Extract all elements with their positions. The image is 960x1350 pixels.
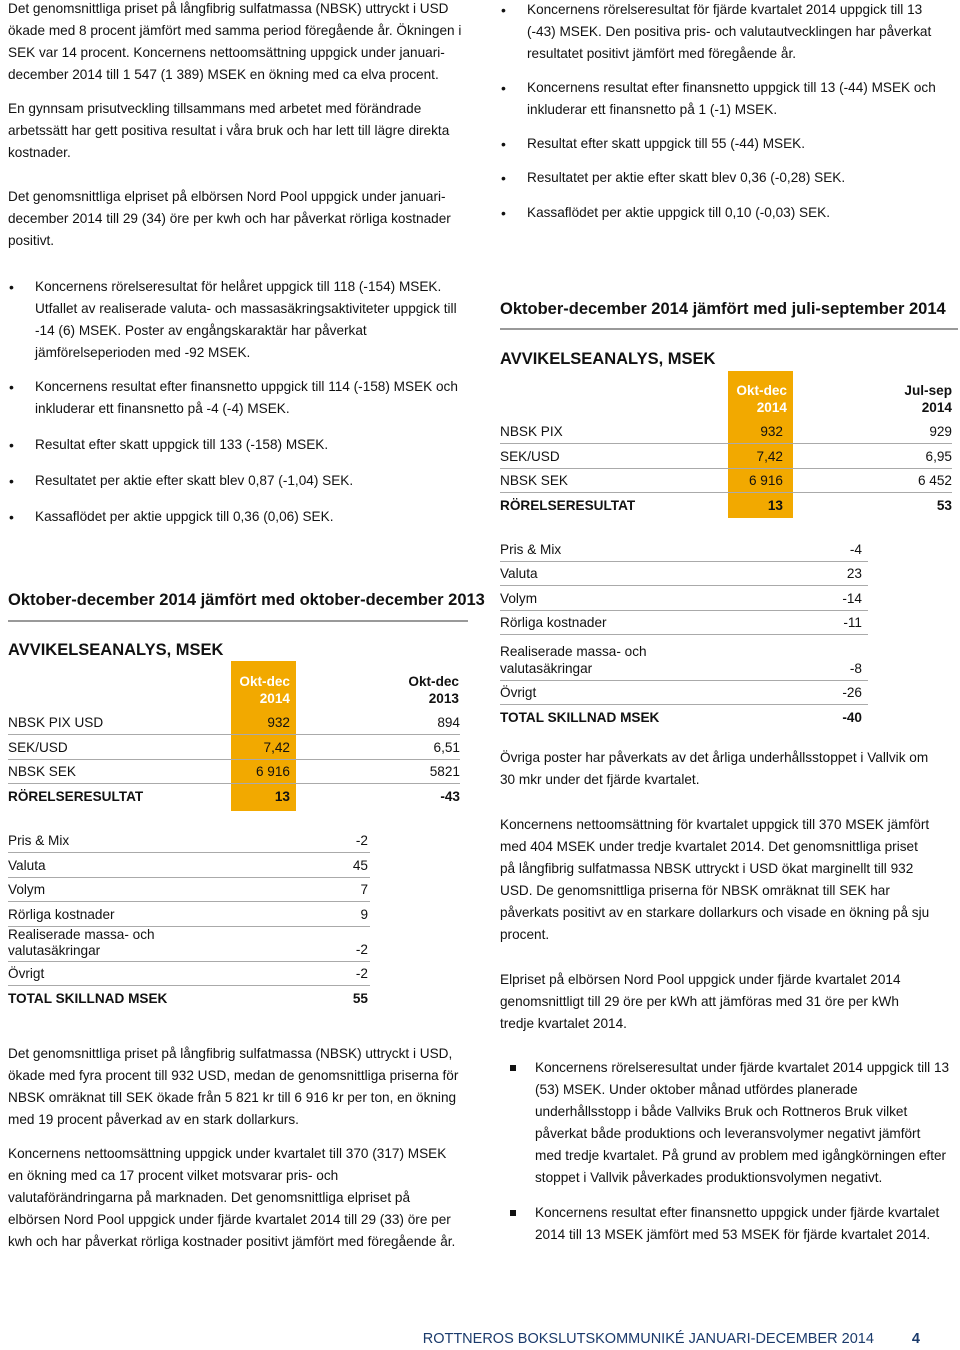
square-bullet-icon: [510, 1210, 516, 1216]
row-value: 53: [936, 498, 952, 513]
row-label: Övrigt: [8, 966, 45, 981]
list-item: • Resultatet per aktie efter skatt blev 0,87 (-1,04) SEK.: [8, 470, 468, 492]
list-item: • Resultatet per aktie efter skatt blev 0,36 (-0,28) SEK.: [500, 167, 950, 189]
row-value: 7,42: [263, 740, 290, 755]
list-item: • Koncernens rörelseresultat för helåret uppgick till 118 (-154) MSEK. Utfallet av realiserade valuta- och massasäkringsaktiviteter uppgick till -14 (6) MSEK. Poster av engångskaraktär har påverkat jämförelseperioden med -92 MSEK.: [8, 276, 468, 364]
row-value: 6 916: [255, 764, 290, 779]
row-value: -2: [355, 833, 368, 848]
bullet-icon: •: [9, 473, 14, 489]
row-value: 894: [437, 715, 460, 730]
row-value: 13: [767, 498, 783, 513]
bullet-icon: •: [501, 205, 506, 221]
column-header: Jul-sep 2014: [904, 383, 952, 415]
table-row: [8, 736, 460, 760]
row-value: 6 452: [917, 473, 952, 488]
table-row: [8, 926, 370, 962]
row-value: -14: [842, 591, 862, 606]
row-label: Pris & Mix: [500, 542, 562, 557]
row-label: Volym: [500, 591, 538, 606]
row-label: Rörliga kostnader: [500, 615, 607, 630]
bullet-icon: •: [501, 136, 506, 152]
row-value: -2: [355, 966, 368, 981]
page-number: 4: [911, 1331, 920, 1347]
row-value: 5821: [429, 764, 460, 779]
row-divider: [8, 852, 370, 853]
footer-title: ROTTNEROS BOKSLUTSKOMMUNIKÉ JANUARI-DECEMBER 2014: [422, 1331, 874, 1347]
row-value: 7: [360, 882, 368, 897]
row-divider: [8, 985, 370, 986]
row-label: NBSK PIX: [500, 424, 563, 439]
square-bullet-icon: [510, 1065, 516, 1071]
bullet-icon: •: [501, 80, 506, 96]
bullet-icon: •: [9, 379, 14, 395]
list-item: • Koncernens rörelseresultat för fjärde kvartalet 2014 uppgick till 13 (-43) MSEK. Den positiva pris- och valutautvecklingen har påverkat resultatet positivt jämfört med föregående år.: [500, 0, 950, 65]
row-divider: [8, 783, 460, 784]
intro-paragraph-2: En gynnsam prisutveckling tillsammans med arbetet med förändrade arbetssätt har gett positiva resultat i våra bruk och har lett till lägre direkta kostnader.: [8, 101, 450, 160]
column-header: Okt-dec 2014: [736, 383, 787, 415]
sales-paragraph: Koncernens nettoomsättning uppgick under kvartalet till 370 (317) MSEK en ökning med ca 17 procent vilket motsvarar pris- och valutaförändringarna på marknaden. Det genomsnittliga elpriset på elbörsen Nord Pool uppgick under fjärde kvartalet 2014 till 29 (33) öre per kwh och har påverkat rörliga kostnader positivt jämfört med föregående år.: [8, 1146, 456, 1249]
row-label: Volym: [8, 882, 46, 897]
bullet-icon: •: [501, 170, 506, 186]
bullet-icon: •: [9, 437, 14, 453]
list-item: • Koncernens resultat efter finansnetto uppgick till 13 (-44) MSEK och inkluderar ett finansnetto på 1 (-1) MSEK.: [500, 77, 950, 121]
table-row: [8, 854, 370, 878]
divider: [500, 328, 958, 330]
divider: [8, 620, 468, 622]
table-row: [500, 643, 868, 681]
row-value: -8: [849, 661, 862, 676]
table-row: [8, 878, 370, 902]
table-row: [500, 587, 868, 611]
table-row: [8, 711, 460, 735]
table-row: [500, 445, 952, 469]
row-label: Realiserade massa- och valutasäkringar: [8, 927, 155, 958]
row-label: TOTAL SKILLNAD MSEK: [8, 991, 168, 1006]
table-row: [8, 962, 370, 986]
quarter-sales-paragraph: Koncernens nettoomsättning för kvartalet uppgick till 370 MSEK jämfört med 404 MSEK under tredje kvartalet 2014. Det genomsnittliga priset på långfibrig sulfatmassa NBSK uttryckt i USD ökat marginellt till 932 USD. De genomsnittliga priserna för NBSK omräknat till SEK har påverkats positivt av en starkare dollarkurs och visade en ökning på sju procent.: [500, 817, 930, 942]
column-header: Okt-dec 2013: [408, 674, 459, 706]
table-row: [8, 785, 460, 809]
quarter-results-bullets: [500, 0, 950, 224]
row-divider: [500, 492, 952, 493]
full-year-results-bullets: [8, 276, 468, 528]
table-row: [500, 562, 868, 586]
quarter-operating-bullets: [508, 1057, 950, 1246]
row-label: Rörliga kostnader: [8, 907, 115, 922]
row-label: Valuta: [500, 566, 538, 581]
row-label: NBSK PIX USD: [8, 715, 104, 730]
row-divider: [500, 704, 868, 705]
table-row: [8, 987, 370, 1011]
table-row: [8, 760, 460, 784]
row-value: 13: [274, 789, 290, 804]
row-value: 23: [846, 566, 862, 581]
row-value: -40: [842, 710, 862, 725]
nbsk-paragraph: Det genomsnittliga priset på långfibrig sulfatmassa (NBSK) uttryckt i USD, ökade med fyra procent till 932 USD, medan de genomsnittliga priserna för NBSK omräknat till SEK ökade från 5 821 kr till 6 916 kr per ton, en ökning med 19 procent påverkad av en stark dollarkurs.: [8, 1046, 459, 1127]
row-value: 45: [352, 858, 368, 873]
maintenance-paragraph: Övriga poster har påverkats av det årliga underhållsstoppet i Vallvik om 30 mkr under det fjärde kvartalet.: [500, 750, 929, 787]
analysis-title-left: AVVIKELSEANALYS, MSEK: [8, 641, 224, 659]
table-row: [500, 706, 868, 730]
row-label: TOTAL SKILLNAD MSEK: [500, 710, 660, 725]
row-divider: [500, 634, 868, 635]
section-title-right: Oktober-december 2014 jämfört med juli-september 2014: [500, 300, 946, 318]
intro-paragraph-1: Det genomsnittliga priset på långfibrig sulfatmassa (NBSK) uttryckt i USD ökade med 8 procent jämfört med samma period föregående år. Ökningen i SEK var 14 procent. Koncernens nettoomsättning uppgick under januari-december 2014 till 1 547 (1 389) MSEK en ökning med ca elva procent.: [8, 1, 462, 82]
row-divider: [500, 585, 868, 586]
row-label: Övrigt: [500, 685, 537, 700]
row-value: 7,42: [756, 449, 783, 464]
row-label: NBSK SEK: [8, 764, 76, 779]
row-divider: [8, 901, 370, 902]
list-item: • Resultat efter skatt uppgick till 55 (-44) MSEK.: [500, 133, 950, 155]
intro-paragraph-3: Det genomsnittliga elpriset på elbörsen Nord Pool uppgick under januari-december 2014 till 29 (34) öre per kwh och har påverkat rörliga kostnader positivt.: [8, 189, 451, 248]
row-value: 55: [352, 991, 368, 1006]
row-value: 929: [929, 424, 952, 439]
table-row: [500, 469, 952, 493]
list-item: • Resultat efter skatt uppgick till 133 (-158) MSEK.: [8, 434, 468, 456]
bullet-icon: •: [9, 279, 14, 295]
row-divider: [8, 734, 460, 735]
row-value: 6,95: [925, 449, 952, 464]
row-value: 6,51: [433, 740, 460, 755]
row-value: -11: [843, 615, 862, 630]
column-header: Okt-dec 2014: [239, 674, 290, 706]
row-value: 6 916: [748, 473, 783, 488]
bullet-icon: •: [9, 509, 14, 525]
list-item: Koncernens rörelseresultat under fjärde kvartalet 2014 uppgick till 13 (53) MSEK. Under oktober månad utfördes planerade underhållsstopp i både Vallviks Bruk och Rottneros Bruk vilket påverkat både produktions och leveransvolymer negativt jämfört med tredje kvartalet. På grund av problem med igångkörningen efter stoppet i Vallvik påverkades produktionsvolymen negativt.: [508, 1057, 950, 1189]
list-item: Koncernens resultat efter finansnetto uppgick under fjärde kvartalet 2014 till 13 MSEK jämfört med 53 MSEK för fjärde kvartalet 2014.: [508, 1202, 950, 1246]
table-row: [8, 829, 370, 853]
table-row: [500, 494, 952, 518]
table-row: [500, 681, 868, 705]
row-label: RÖRELSERESULTAT: [8, 789, 144, 804]
row-label: NBSK SEK: [500, 473, 568, 488]
row-value: -43: [440, 789, 460, 804]
row-label: Pris & Mix: [8, 833, 70, 848]
table-row: [500, 611, 868, 635]
row-divider: [500, 443, 952, 444]
table-row: [8, 903, 370, 927]
list-item: • Kassaflödet per aktie uppgick till 0,10 (-0,03) SEK.: [500, 202, 950, 224]
row-label: SEK/USD: [500, 449, 560, 464]
list-item: • Kassaflödet per aktie uppgick till 0,36 (0,06) SEK.: [8, 506, 468, 528]
section-title-left: Oktober-december 2014 jämfört med oktober-december 2013: [8, 591, 485, 609]
table-row: [500, 538, 868, 562]
row-label: SEK/USD: [8, 740, 68, 755]
analysis-title-right: AVVIKELSEANALYS, MSEK: [500, 350, 716, 368]
list-item: • Koncernens resultat efter finansnetto uppgick till 114 (-158) MSEK och inkluderar ett finansnetto på -4 (-4) MSEK.: [8, 376, 468, 420]
row-value: -26: [842, 685, 862, 700]
row-label: Valuta: [8, 858, 46, 873]
table-row: [500, 420, 952, 444]
electricity-paragraph: Elpriset på elbörsen Nord Pool uppgick under fjärde kvartalet 2014 genomsnittligt till 29 öre per kWh att jämföras med 31 öre per kWh tredje kvartalet 2014.: [500, 972, 901, 1031]
bullet-icon: •: [501, 2, 506, 18]
row-value: -2: [355, 942, 368, 957]
row-value: 9: [360, 907, 368, 922]
row-label: RÖRELSERESULTAT: [500, 498, 636, 513]
row-value: -4: [849, 542, 862, 557]
row-value: 932: [760, 424, 783, 439]
page-footer: [423, 1328, 920, 1350]
row-label: Realiserade massa- och valutasäkringar: [500, 644, 647, 676]
row-value: 932: [267, 715, 290, 730]
